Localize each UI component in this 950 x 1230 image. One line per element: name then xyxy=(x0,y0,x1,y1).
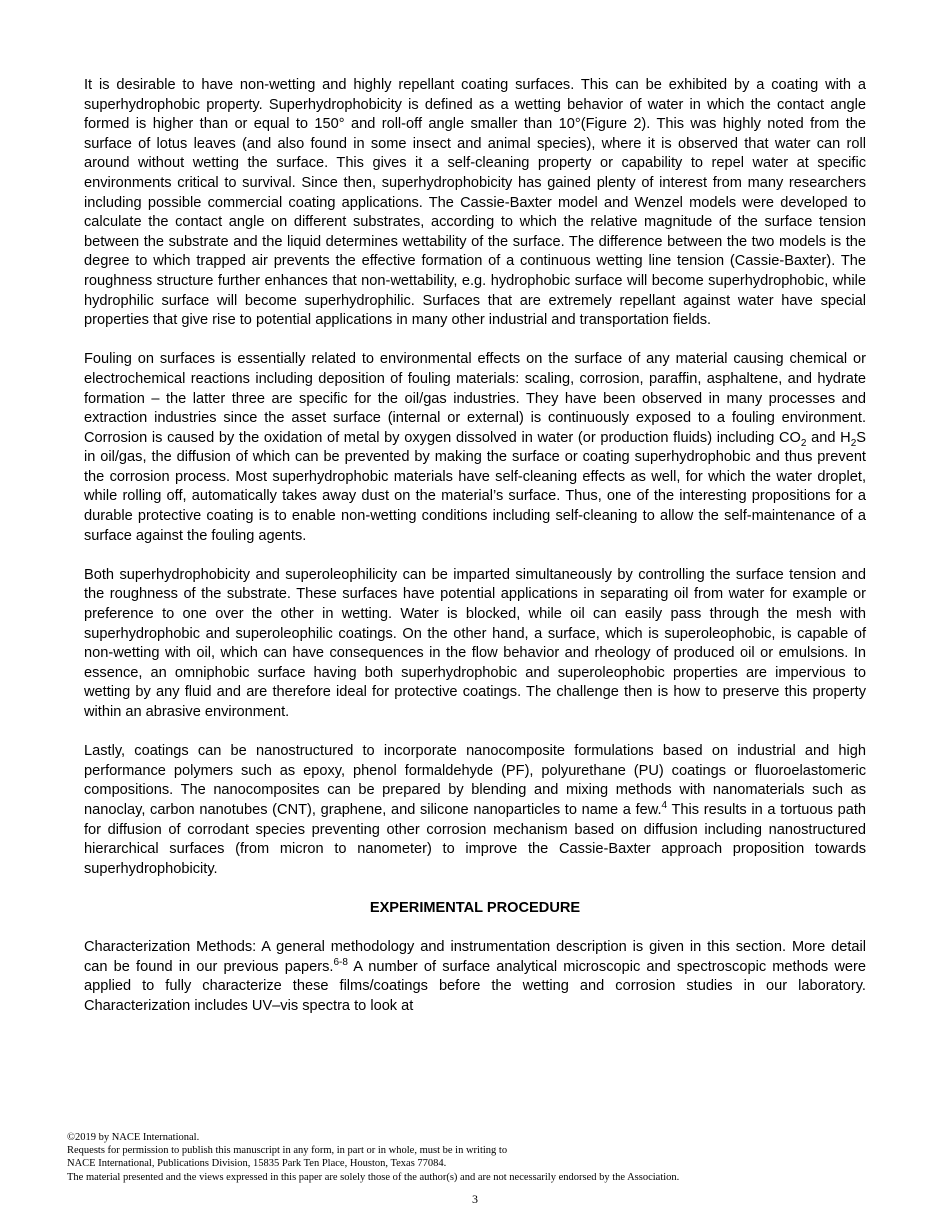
paragraph-fouling-part-c: S in oil/gas, the diffusion of which can be prevented by making the surface or coating superhydrophobic and thus prevent the corrosion process. Most superhydrophobic materials have self-cleaning effects as well, for which the water droplet, while rolling off, automatically takes away dust on the material’s surface. Thus, one of the interesting propositions for a durable protective coating is to enable non-wetting conditions including self-cleaning to allow the self-maintenance of a surface against the fouling agents. xyxy=(84,429,866,544)
footer-address: NACE International, Publications Division, 15835 Park Ten Place, Houston, Texas 77084. xyxy=(67,1158,447,1170)
co2-subscript: 2 xyxy=(800,437,807,449)
footer-disclaimer: The material presented and the views expressed in this paper are solely those of the author(s) and are not necessarily endorsed by the Association. xyxy=(67,1171,680,1183)
paragraph-fouling-part-a: Fouling on surfaces is essentially related to environmental effects on the surface of any material causing chemical or electrochemical reactions including deposition of fouling materials: scaling, corrosion, paraffin, asphaltene, and hydrate formation – the latter three are specific for the oil/gas industries. They have been observed in many processes and extraction industries since the asset surface (internal or external) is continuously exposed to a fouling environment. Corrosion is caused by the oxidation of metal by oxygen dissolved in water (or production fluids) including CO xyxy=(84,351,866,446)
paragraph-characterization xyxy=(84,938,866,1016)
paragraph-fouling-part-b: and H xyxy=(806,429,851,446)
section-heading: EXPERIMENTAL PROCEDURE xyxy=(369,899,581,916)
reference-superscript: 4 xyxy=(661,800,668,812)
paragraph-characterization-part-b: A number of surface analytical microscopic and spectroscopic methods were applied to fully characterize these films/coatings before the wetting and corrosion studies in our laboratory. Characterization includes UV–vis spectra to look at xyxy=(84,958,867,1014)
paragraph-nanostructured-part-b: This results in a tortuous path for diffusion of corrodant species preventing other corrosion mechanism based on diffusion including nanostructured hierarchical surfaces (from micron to nanometer) to improve the Cassie-Baxter approach proposition towards superhydrophobicity. xyxy=(84,801,866,877)
body-text xyxy=(84,76,866,1036)
page-number: 3 xyxy=(472,1192,478,1206)
footer-copyright: ©2019 by NACE International. xyxy=(67,1132,200,1143)
h2s-subscript: 2 xyxy=(850,437,857,449)
paragraph-superoleophilicity: Both superhydrophobicity and superoleophilicity can be imparted simultaneously by controlling the surface tension and the roughness of the substrate. These surfaces have potential applications in separating oil from water for example or preference to one over the other in wetting. Water is blocked, while oil can easily pass through the mesh with superhydrophobic and superoleophilic coatings. On the other hand, a surface, which is superoleophobic, is capable of non-wetting with oil, which can have consequences in the flow behavior and rheology of produced oil or emulsions. In essence, an omniphobic surface having both superhydrophobic and superoleophobic properties are impervious to wetting by any fluid and are therefore ideal for protective coatings. The challenge then is how to preserve this property within an abrasive environment. xyxy=(84,566,866,720)
paragraph-nanostructured-part-a: Lastly, coatings can be nanostructured to incorporate nanocomposite formulations based on industrial and high performance polymers such as epoxy, phenol formaldehyde (PF), polyurethane (PU) coatings or fluoroelastomeric compositions. The nanocomposites can be prepared by blending and mixing methods with nanomaterials such as nanoclay, carbon nanotubes (CNT), graphene, and silicone nanoparticles to name a few. xyxy=(84,743,866,818)
paragraph-characterization-part-a: Characterization Methods: A general methodology and instrumentation description is given in this section. More detail can be found in our previous papers. xyxy=(84,939,866,975)
paragraph-fouling xyxy=(84,350,866,546)
reference-superscript: 6-8 xyxy=(333,956,348,968)
paragraph-nanostructured xyxy=(84,742,866,879)
paragraph-superhydrophobicity: It is desirable to have non-wetting and highly repellant coating surfaces. This can be exhibited by a coating with a superhydrophobic property. Superhydrophobicity is defined as a wetting behavior of water in which the contact angle formed is higher than or equal to 150° and roll-off angle smaller than 10°(Figure 2). This was highly noted from the surface of lotus leaves (and also found in some insect and animal species), where it is observed that water can roll around without wetting the surface. This gives it a self-cleaning property or capability to repel water at specific environments critical to survival. Since then, superhydrophobicity has gained plenty of interest from many researchers including possible commercial coating applications. The Cassie-Baxter model and Wenzel models were developed to calculate the contact angle on different substrates, according to which the relative magnitude of the surface tension between the substrate and the liquid determines wettability of the surface. The difference between the two models is the degree to which trapped air prevents the effective formation of a continuous wetting line tension (Cassie-Baxter). The roughness structure further enhances that non-wettability, e.g. hydrophobic surface will become superhydrophobic, while hydrophilic surface will become superhydrophilic. Surfaces that are extremely repellant against water have special properties that give rise to potential applications in many other industrial and transportation fields. xyxy=(84,77,866,329)
page-footer xyxy=(67,1131,887,1184)
footer-permission: Requests for permission to publish this manuscript in any form, in part or in whole, must be in writing to xyxy=(67,1145,508,1157)
